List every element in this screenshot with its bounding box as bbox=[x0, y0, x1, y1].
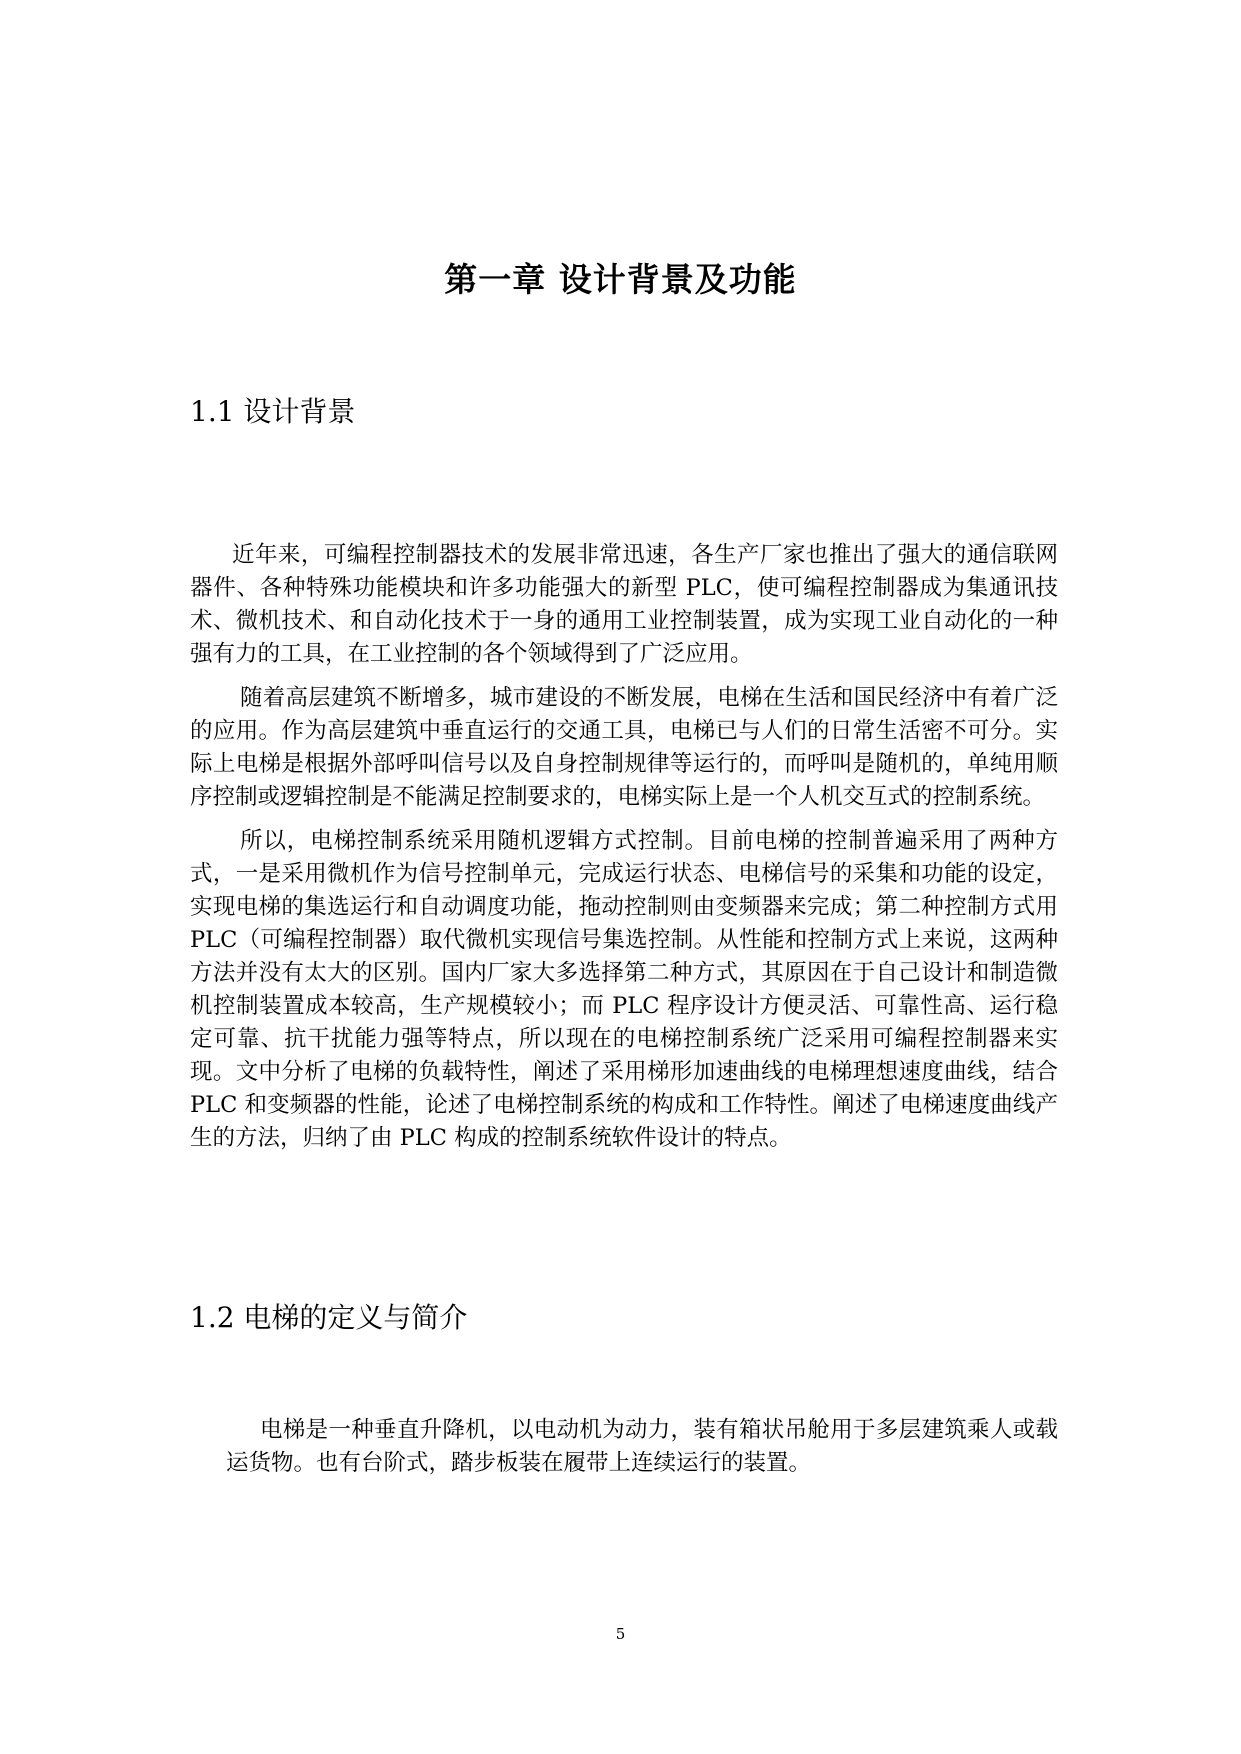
paragraph: 电梯是一种垂直升降机，以电动机为动力，装有箱状吊舱用于多层建筑乘人或载运货物。也有台阶式，踏步板装在履带上连续运行的装置。 bbox=[226, 1417, 1058, 1476]
paragraph: 随着高层建筑不断增多，城市建设的不断发展，电梯在生活和国民经济中有着广泛的应用。作为高层建筑中垂直运行的交通工具，电梯已与人们的日常生活密不可分。实际上电梯是根据外部呼叫信号以及自身控制规律等运行的，而呼叫是随机的，单纯用顺序控制或逻辑控制是不能满足控制要求的，电梯实际上是一个人机交互式的控制系统。 bbox=[190, 685, 1058, 810]
paragraph: 近年来，可编程控制器技术的发展非常迅速，各生产厂家也推出了强大的通信联网器件、各种特殊功能模块和许多功能强大的新型 PLC，使可编程控制器成为集通讯技术、微机技术、和自动化技术于一身的通用工业控制装置，成为实现工业自动化的一种强有力的工具，在工业控制的各个领域得到了广泛应用。 bbox=[190, 542, 1058, 667]
page-number: 5 bbox=[615, 1625, 626, 1643]
section-2-body bbox=[226, 1414, 1058, 1480]
section-heading-1-2: 1.2 电梯的定义与简介 bbox=[190, 1301, 468, 1334]
paragraph: 所以，电梯控制系统采用随机逻辑方式控制。目前电梯的控制普遍采用了两种方式，一是采用微机作为信号控制单元，完成运行状态、电梯信号的采集和功能的设定，实现电梯的集选运行和自动调度功能，拖动控制则由变频器来完成；第二种控制方式用 PLC（可编程控制器）取代微机实现信号集选控制。从性能和控制方式上来说，这两种方法并没有太大的区别。国内厂家大多选择第二种方式，其原因在于自己设计和制造微机控制装置成本较高，生产规模较小；而 PLC 程序设计方便灵活、可靠性高、运行稳定可靠、抗干扰能力强等特点，所以现在的电梯控制系统广泛采用可编程控制器来实现。文中分析了电梯的负载特性，阐述了采用梯形加速曲线的电梯理想速度曲线，结合 PLC 和变频器的性能，论述了电梯控制系统的构成和工作特性。阐述了电梯速度曲线产生的方法，归纳了由 PLC 构成的控制系统软件设计的特点。 bbox=[190, 828, 1058, 1151]
section-heading-1-1: 1.1 设计背景 bbox=[190, 395, 356, 428]
chapter-title: 第一章 设计背景及功能 bbox=[444, 260, 797, 299]
section-1-body bbox=[190, 539, 1058, 1166]
